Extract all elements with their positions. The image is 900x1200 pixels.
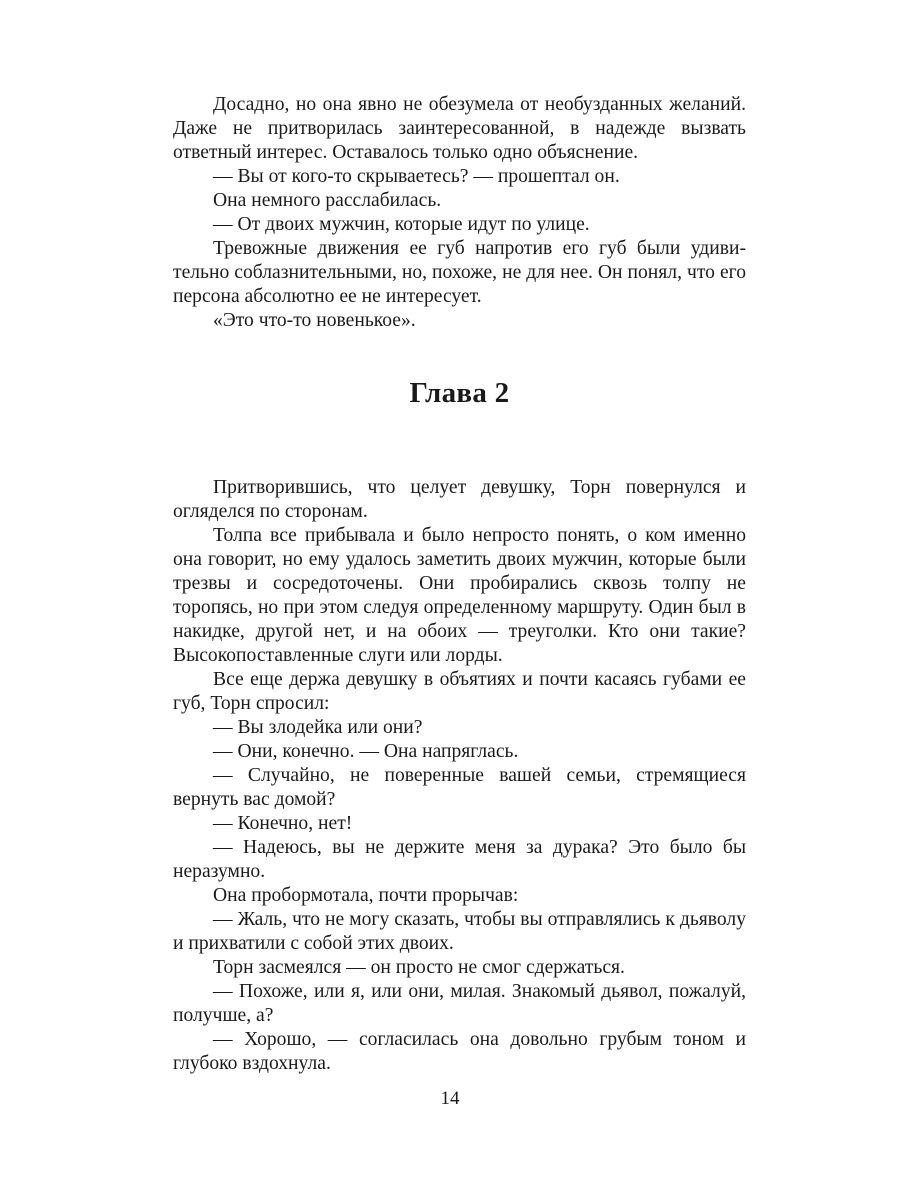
paragraph: — От двоих мужчин, которые идут по улице. [213, 214, 590, 235]
page-number: 14 [440, 1088, 460, 1109]
paragraph: Она пробормотала, почти прорычав: [213, 885, 519, 906]
paragraph: Торн засмеялся — он просто не смог сдержаться. [213, 957, 625, 978]
paragraph: Притворившись, что целует девушку, Торн повернулся и огляделся по сторонам. [173, 477, 746, 522]
paragraph: Все еще держа девушку в объятиях и почти касаясь губами ее губ, Торн спросил: [173, 669, 746, 714]
paragraph: — Вы от кого-то скрываетесь? — прошептал он. [213, 166, 620, 187]
paragraph: — Конечно, нет! [213, 813, 353, 834]
paragraph: — Жаль, что не могу сказать, чтобы вы отправлялись к дьяволу и прихватили с собой этих двоих. [173, 909, 746, 954]
paragraph: Досадно, но она явно не обезумела от необузданных желаний. Даже не притворилась заинтересованной, в надежде вызвать ответный интерес. Оставалось только одно объяснение. [173, 94, 746, 163]
chapter-heading: Глава 2 [409, 377, 510, 409]
paragraph: — Случайно, не поверенные вашей семьи, стремящиеся вернуть вас домой? [173, 765, 746, 810]
paragraph: — Они, конечно. — Она напряглась. [213, 741, 519, 762]
paragraph: Она немного расслабилась. [213, 190, 442, 211]
paragraph: — Похоже, или я, или они, милая. Знакомый дьявол, пожалуй, получше, а? [173, 981, 746, 1026]
book-page-text [173, 93, 746, 1076]
paragraph: Тревожные движения ее губ напротив его губ были удивительно соблазнительными, но, похоже, не для нее. Он понял, что его персона абсолютно ее не интересует. [173, 238, 746, 307]
paragraph: — Надеюсь, вы не держите меня за дурака? Это было бы неразумно. [173, 837, 746, 882]
paragraph: «Это что-то новенькое». [213, 310, 416, 331]
paragraph: Толпа все прибывала и было непросто понять, о ком именно она говорит, но ему удалось заметить двоих мужчин, которые были трезвы и сосредоточены. Они пробирались сквозь толпу не торопясь, но при этом следуя определенному маршруту. Один был в накидке, другой нет, и на обоих — треуголки. Кто они такие? Высокопоставленные слуги или лорды. [173, 525, 746, 666]
paragraph: — Хорошо, — согласилась она довольно грубым тоном и глубоко вздохнула. [173, 1029, 746, 1074]
paragraph: — Вы злодейка или они? [213, 717, 423, 738]
